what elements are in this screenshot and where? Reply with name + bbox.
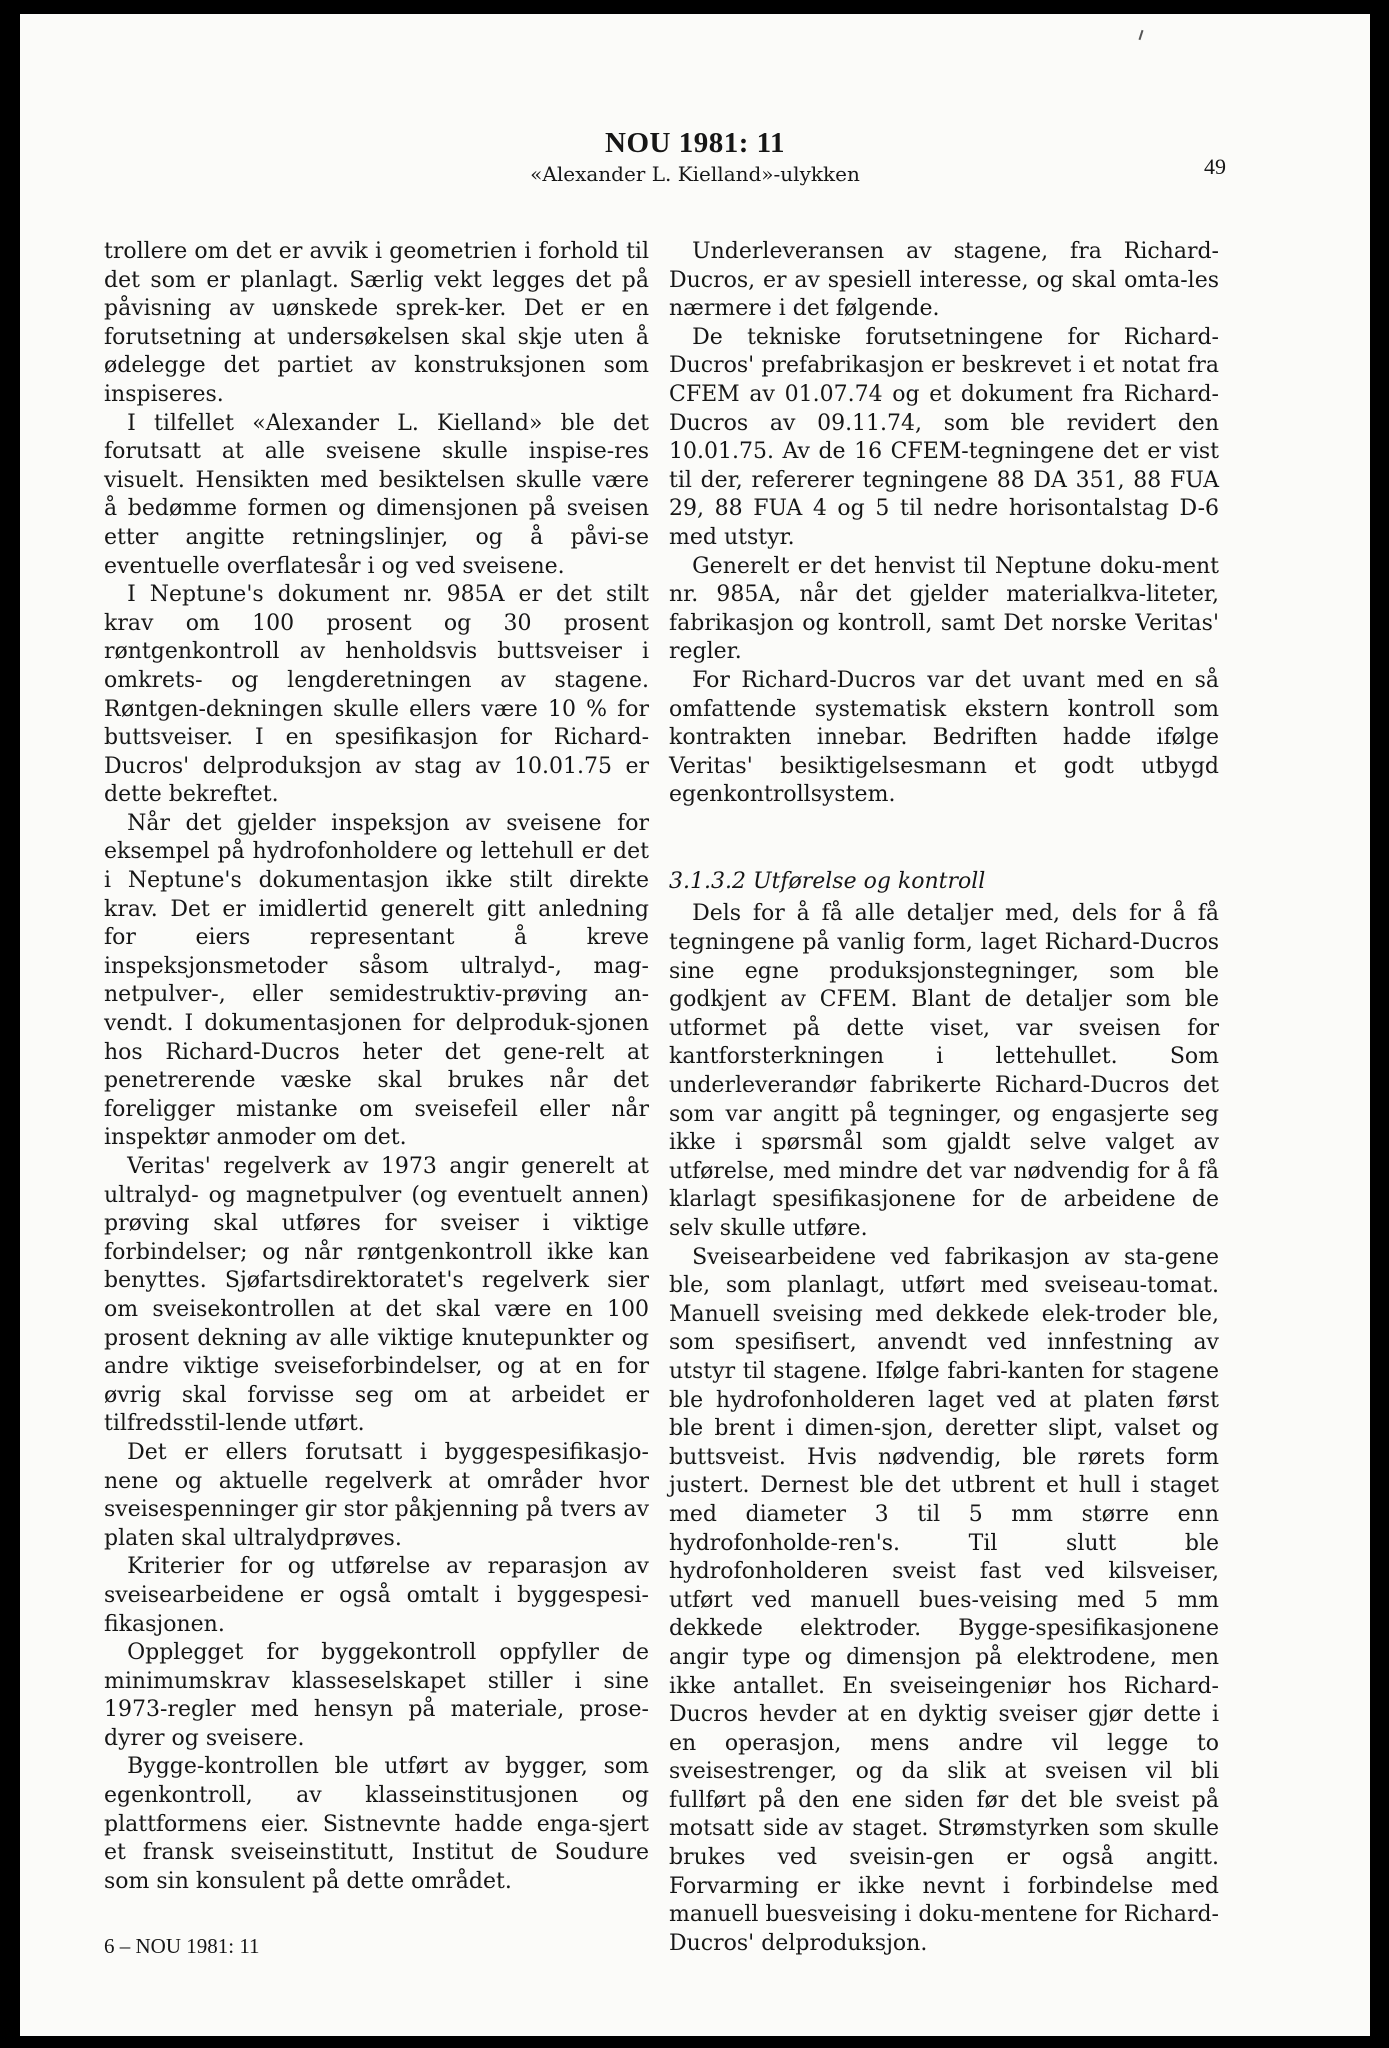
right-column [669,238,1219,1958]
paragraph: Det er ellers forutsatt i byggespesifikasjo-nene og aktuelle regelverk at områder hvor sveisespenninger gir stor påkjenning på tvers av platen skal ultralydprøves. [104,1439,649,1551]
paragraph: De tekniske forutsetningene for Richard-Ducros' prefabrikasjon er beskrevet i et notat fra CFEM av 01.07.74 og et dokument fra Richard-Ducros av 09.11.74, som ble revidert den 10.01.75. Av de 16 CFEM-tegningene det er vist til der, refererer tegningene 88 DA 351, 88 FUA 29, 88 FUA 4 og 5 til nedre horisontalstag D-6 med utstyr. [669,324,1219,550]
paragraph: Opplegget for byggekontroll oppfyller de minimumskrav klasseselskapet stiller i sine 1973-regler med hensyn på materiale, prose-dyrer og sveisere. [104,1640,649,1751]
paragraph: trollere om det er avvik i geometrien i forhold til det som er planlagt. Særlig vekt legges det på påvisning av uønskede sprek-ker. Det er en forutsetning at undersøkelsen skal skje uten å ødelegge det partiet av konstruksjonen som inspiseres. [104,239,649,407]
section-heading: 3.1.3.2 Utførelse og kontroll [669,868,986,894]
paragraph: Dels for å få alle detaljer med, dels for å få tegningene på vanlig form, laget Richard-Ducros sine egne produksjonstegninger, som ble godkjent av CFEM. Blant de detaljer som ble utformet på dette viset, var sveisen for kantforsterkningen i lettehullet. Som underleverandør fabrikerte Richard-Ducros det som var angitt på tegninger, og engasjerte seg ikke i spørsmål som gjaldt selve valget av utførelse, med mindre det var nødvendig for å få klarlagt spesifikasjonene for de arbeidene de selv skulle utføre. [669,901,1219,1241]
paragraph: Bygge-kontrollen ble utført av bygger, som egenkontroll, av klasseinstitusjonen og plattformens eier. Sistnevnte hadde enga-sjert et fransk sveiseinstitutt, Institut de Soudure som sin konsulent på dette området. [104,1754,649,1894]
paragraph: Veritas' regelverk av 1973 angir generelt at ultralyd- og magnetpulver (og eventuelt annen) prøving skal utføres for sveiser i viktige forbindelser; og når røntgenkontroll ikke kan benyttes. Sjøfartsdirektoratet's regelverk sier om sveisekontrollen at det skal være en 100 prosent dekning av alle viktige knutepunkter og andre viktige sveiseforbindelser, og at en for øvrig skal forvisse seg om at arbeidet er tilfredsstil-lende utført. [104,1154,649,1437]
page-number: 49 [1204,154,1226,179]
paragraph: I tilfellet «Alexander L. Kielland» ble det forutsatt at alle sveisene skulle inspise-res visuelt. Hensikten med besiktelsen skulle være å bedømme formen og dimensjonen på sveisen etter angitte retningslinjer, og å påvi-se eventuelle overflatesår i og ved sveisene. [104,410,649,579]
left-column [104,238,649,1896]
paragraph: Når det gjelder inspeksjon av sveisene for eksempel på hydrofonholdere og lettehull er det i Neptune's dokumentasjon ikke stilt direkte krav. Det er imidlertid generelt gitt anledning for eiers representant å kreve inspeksjonsmetoder såsom ultralyd-, mag-netpulver-, eller semidestruktiv-prøving an-vendt. I dokumentasjonen for delproduk-sjonen hos Richard-Ducros heter det gene-relt at penetrerende væske skal brukes når det foreligger mistanke om sveisefeil eller når inspektør anmoder om det. [104,810,649,1151]
paragraph: Generelt er det henvist til Neptune doku-ment nr. 985A, når det gjelder materialkva-liteter, fabrikasjon og kontroll, samt Det norske Veritas' regler. [669,553,1219,665]
paragraph: Underleveransen av stagene, fra Richard-Ducros, er av spesiell interesse, og skal omta-les nærmere i det følgende. [669,239,1219,322]
page-footer: 6 – NOU 1981: 11 [104,1934,260,1958]
document-page [20,14,1370,2036]
paragraph: For Richard-Ducros var det uvant med en så omfattende systematisk ekstern kontroll som kontrakten innebar. Bedriften hadde ifølge Veritas' besiktigelsesmann et godt utbygd egenkontrollsystem. [669,667,1219,808]
scan-mark [1139,30,1144,40]
document-subtitle: «Alexander L. Kielland»-ulykken [530,162,860,186]
page-header [20,126,1370,188]
paragraph: Kriterier for og utførelse av reparasjon av sveisearbeidene er også omtalt i byggespesi-fikasjonen. [104,1554,649,1637]
paragraph: Sveisearbeidene ved fabrikasjon av sta-gene ble, som planlagt, utført med sveiseau-tomat. Manuell sveising med dekkede elek-troder ble, som spesifisert, anvendt ved innfestning av utstyr til stagene. Ifølge fabri-kanten for stagene ble hydrofonholderen laget ved at platen først ble brent i dimen-sjon, deretter slipt, valset og buttsveist. Hvis nødvendig, ble rørets form justert. Dernest ble det utbrent et hull i staget med diameter 3 til 5 mm større enn hydrofonholde-ren's. Til slutt ble hydrofonholderen sveist fast ved kilsveiser, utført ved manuell bues-veising med 5 mm dekkede elektroder. Bygge-spesifikasjonene angir type og dimensjon på elektrodene, men ikke antallet. En sveiseingeniør hos Richard-Ducros hevder at en dyktig sveiser gjør dette i en operasjon, mens andre vil legge to sveisestrenger, og da slik at sveisen vil bli fullført på den ene siden før det ble sveist på motsatt side av staget. Strømstyrken som skulle brukes ved sveisin-gen er også angitt. Forvarming er ikke nevnt i forbindelse med manuell buesveising i doku-mentene for Richard-Ducros' delproduksjon. [669,1244,1219,1956]
paragraph: I Neptune's dokument nr. 985A er det stilt krav om 100 prosent og 30 prosent røntgenkontroll av henholdsvis buttsveiser i omkrets- og lengderetningen av stagene. Røntgen-dekningen skulle ellers være 10 % for buttsveiser. I en spesifikasjon for Richard-Ducros' delproduksjon av stag av 10.01.75 er dette bekreftet. [104,582,649,808]
document-title: NOU 1981: 11 [605,127,785,159]
